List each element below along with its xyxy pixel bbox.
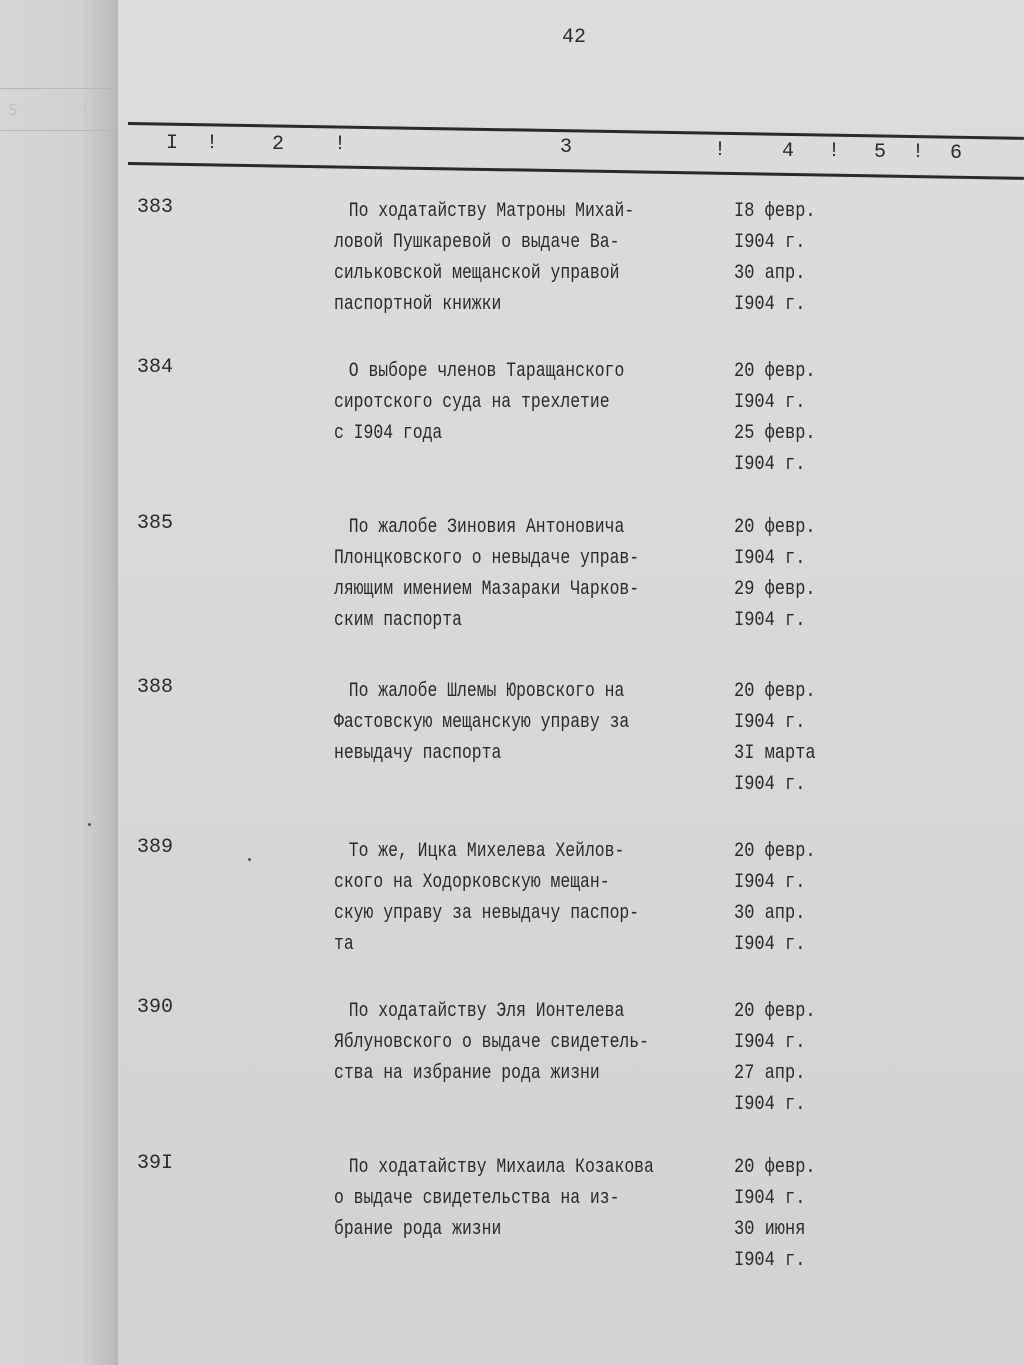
date-line: I904 г. xyxy=(734,773,806,796)
entry-description xyxy=(334,1152,678,1245)
column-separator: ! xyxy=(828,140,841,163)
entry-dates xyxy=(734,356,816,480)
description-line: Яблуновского о выдаче свидетель- xyxy=(334,1031,649,1054)
date-line: I904 г. xyxy=(734,1093,806,1116)
date-line: 30 июня xyxy=(734,1218,806,1241)
date-line: 27 апр. xyxy=(734,1062,806,1085)
description-line: о выдаче свидетельства на из- xyxy=(334,1187,620,1210)
description-line: Плонцковского о невыдаче управ- xyxy=(334,547,640,570)
ink-speck xyxy=(88,823,91,826)
column-4-label: 4 xyxy=(782,140,795,163)
description-line: ляющим имением Мазараки Чарков- xyxy=(334,578,640,601)
date-line: I904 г. xyxy=(734,453,806,476)
ghost-rule-top xyxy=(0,88,118,89)
description-line: По жалобе Шлемы Юровского на xyxy=(348,680,625,703)
column-2-label: 2 xyxy=(272,133,285,156)
entry-description xyxy=(334,996,678,1089)
column-5-label: 5 xyxy=(874,141,887,164)
entry-number: 389 xyxy=(137,836,174,859)
date-line: 20 февр. xyxy=(734,680,816,703)
description-line: Фастовскую мещанскую управу за xyxy=(334,711,630,734)
column-6-label: 6 xyxy=(950,142,963,165)
description-line: ства на избрание рода жизни xyxy=(334,1062,600,1085)
description-line: брание рода жизни xyxy=(334,1218,502,1241)
entry-description xyxy=(334,836,678,960)
entry-dates xyxy=(734,676,816,800)
description-line: То же, Ицка Михелева Хейлов- xyxy=(348,840,625,863)
description-line: По ходатайству Эля Ионтелева xyxy=(348,1000,625,1023)
column-separator: ! xyxy=(334,133,347,156)
table-column-header xyxy=(0,132,1024,165)
date-line: I904 г. xyxy=(734,711,806,734)
date-line: I8 февр. xyxy=(734,200,816,223)
date-line: I904 г. xyxy=(734,1249,806,1272)
entry-description xyxy=(334,356,678,449)
date-line: 20 февр. xyxy=(734,360,816,383)
ghost-rule-bottom xyxy=(0,130,118,131)
entry-dates xyxy=(734,512,816,636)
date-line: I904 г. xyxy=(734,293,806,316)
description-line: невыдачу паспорта xyxy=(334,742,502,765)
date-line: 25 февр. xyxy=(734,422,816,445)
description-line: паспортной книжки xyxy=(334,293,502,316)
ghost-text: S xyxy=(8,100,18,119)
entry-dates xyxy=(734,836,816,960)
description-line: скую управу за невыдачу паспор- xyxy=(334,902,640,925)
column-separator: ! xyxy=(912,141,925,164)
entry-dates xyxy=(734,1152,816,1276)
entry-number: 383 xyxy=(137,196,174,219)
description-line: сильковской мещанской управой xyxy=(334,262,620,285)
date-line: 20 февр. xyxy=(734,1156,816,1179)
date-line: 20 февр. xyxy=(734,840,816,863)
ink-speck xyxy=(248,858,251,861)
date-line: I904 г. xyxy=(734,391,806,414)
description-line: ловой Пушкаревой о выдаче Ва- xyxy=(334,231,620,254)
entry-number: 384 xyxy=(137,356,174,379)
binding-margin xyxy=(0,0,118,1365)
date-line: I904 г. xyxy=(734,231,806,254)
column-3-label: 3 xyxy=(560,136,573,159)
date-line: I904 г. xyxy=(734,933,806,956)
date-line: 29 февр. xyxy=(734,578,816,601)
description-line: ского на Ходорковскую мещан- xyxy=(334,871,610,894)
entry-number: 39I xyxy=(137,1152,174,1175)
entry-description xyxy=(334,196,678,320)
ghost-text: ! xyxy=(80,100,90,119)
entry-dates xyxy=(734,996,816,1120)
date-line: I904 г. xyxy=(734,871,806,894)
date-line: I904 г. xyxy=(734,609,806,632)
entry-number: 390 xyxy=(137,996,174,1019)
entry-dates xyxy=(734,196,816,320)
column-separator: ! xyxy=(714,139,727,162)
column-separator: ! xyxy=(206,132,219,155)
date-line: 3I марта xyxy=(734,742,816,765)
description-line: По жалобе Зиновия Антоновича xyxy=(348,516,625,539)
date-line: 20 февр. xyxy=(734,516,816,539)
description-line: та xyxy=(334,933,354,956)
description-line: По ходатайству Михаила Козакова xyxy=(348,1156,654,1179)
entry-number: 388 xyxy=(137,676,174,699)
date-line: I904 г. xyxy=(734,547,806,570)
entry-number: 385 xyxy=(137,512,174,535)
date-line: 20 февр. xyxy=(734,1000,816,1023)
date-line: I904 г. xyxy=(734,1031,806,1054)
date-line: 30 апр. xyxy=(734,902,806,925)
description-line: ским паспорта xyxy=(334,609,462,632)
column-1-label: I xyxy=(166,132,179,155)
description-line: сиротского суда на трехлетие xyxy=(334,391,610,414)
entry-description xyxy=(334,512,678,636)
description-line: с I904 года xyxy=(334,422,443,445)
description-line: По ходатайству Матроны Михай- xyxy=(348,200,635,223)
entry-description xyxy=(334,676,678,769)
date-line: I904 г. xyxy=(734,1187,806,1210)
description-line: О выборе членов Таращанского xyxy=(348,360,625,383)
page-number: 42 xyxy=(562,26,587,49)
date-line: 30 апр. xyxy=(734,262,806,285)
